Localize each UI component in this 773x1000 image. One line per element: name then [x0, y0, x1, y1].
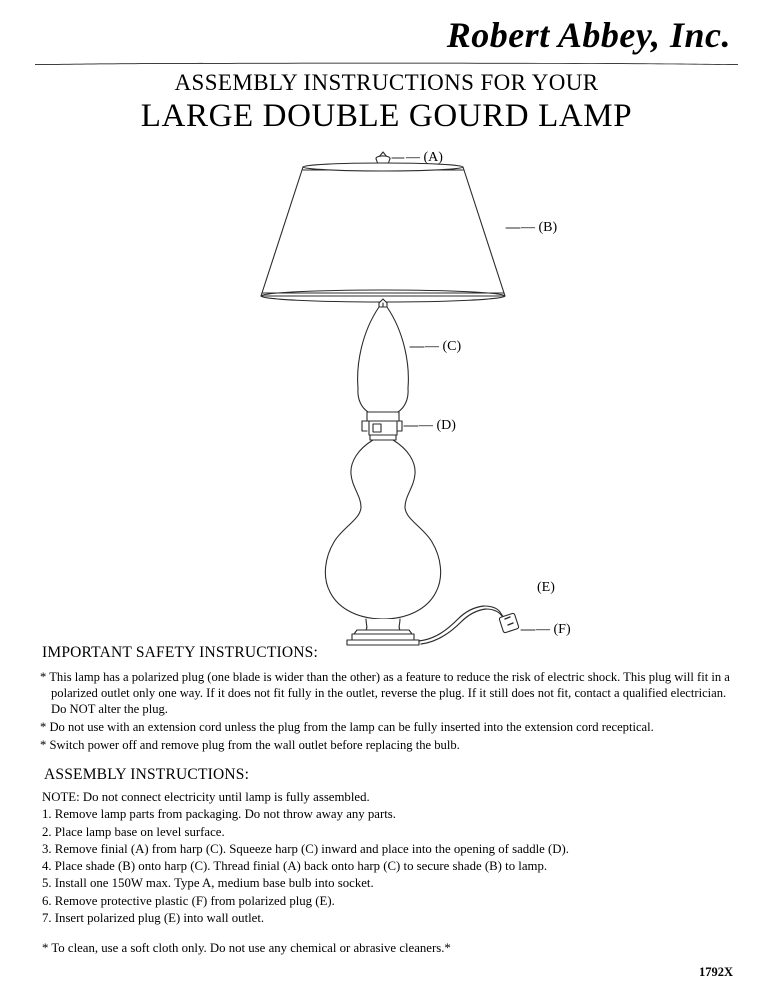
assembly-step: 6. Remove protective plastic (F) from polarized plug (E). — [42, 893, 335, 908]
callout-d: — (D) — [419, 418, 456, 433]
assembly-step: 1. Remove lamp parts from packaging. Do not throw away any parts. — [42, 807, 396, 822]
subtitle: ASSEMBLY INSTRUCTIONS FOR YOUR — [174, 70, 599, 95]
callout-e: (E) — [537, 580, 555, 595]
header-rule — [35, 62, 738, 65]
lamp-diagram — [0, 136, 773, 646]
assembly-step: 2. Place lamp base on level surface. — [42, 824, 225, 839]
assembly-step: 7. Insert polarized plug (E) into wall outlet. — [42, 910, 265, 925]
assembly-heading: ASSEMBLY INSTRUCTIONS: — [44, 766, 250, 783]
assembly-step: 5. Install one 150W max. Type A, medium base bulb into socket. — [42, 876, 374, 891]
assembly-steps-list — [42, 789, 742, 927]
assembly-note: NOTE: Do not connect electricity until lamp is fully assembled. — [42, 790, 370, 804]
document-code: 1792X — [698, 965, 733, 979]
safety-instructions-list — [40, 669, 740, 756]
saddle-socket-shape — [362, 412, 402, 440]
brand-logo-text: Robert Abbey, Inc. — [446, 15, 731, 55]
callout-f: — (F) — [536, 622, 571, 637]
harp-shape — [358, 299, 409, 412]
safety-item: * This lamp has a polarized plug (one blade is wider than the other) as a feature to reduce the risk of electric shock. This plug will fit in a polarized outlet only one way. If it does not fit fully in the outlet, reverse the plug. If it still does not fit, contact a qualified electrician. Do NOT alter the plug. — [40, 670, 730, 717]
cleaning-note: * To clean, use a soft cloth only. Do not use any chemical or abrasive cleaners.* — [42, 941, 451, 955]
assembly-step: 4. Place shade (B) onto harp (C). Thread finial (A) back onto harp (C) to secure shade (B) to lamp. — [42, 859, 548, 874]
assembly-step: 3. Remove finial (A) from harp (C). Squeeze harp (C) inward and place into the opening of saddle (D). — [42, 841, 569, 856]
safety-item: * Do not use with an extension cord unless the plug from the lamp can be fully inserted into the extension cord receptical. — [40, 720, 654, 735]
power-cord-shape — [419, 606, 486, 644]
finial-shape — [376, 152, 390, 164]
safety-item: * Switch power off and remove plug from the wall outlet before replacing the bulb. — [40, 738, 460, 753]
callout-c: — (C) — [425, 339, 462, 354]
polarized-plug-shape — [484, 606, 519, 633]
gourd-body-shape — [325, 440, 440, 645]
callout-a: — (A) — [406, 150, 443, 165]
shade-shape — [261, 163, 505, 302]
page-title: LARGE DOUBLE GOURD LAMP — [140, 98, 633, 134]
safety-heading: IMPORTANT SAFETY INSTRUCTIONS: — [42, 644, 318, 661]
callout-b: — (B) — [521, 220, 558, 235]
